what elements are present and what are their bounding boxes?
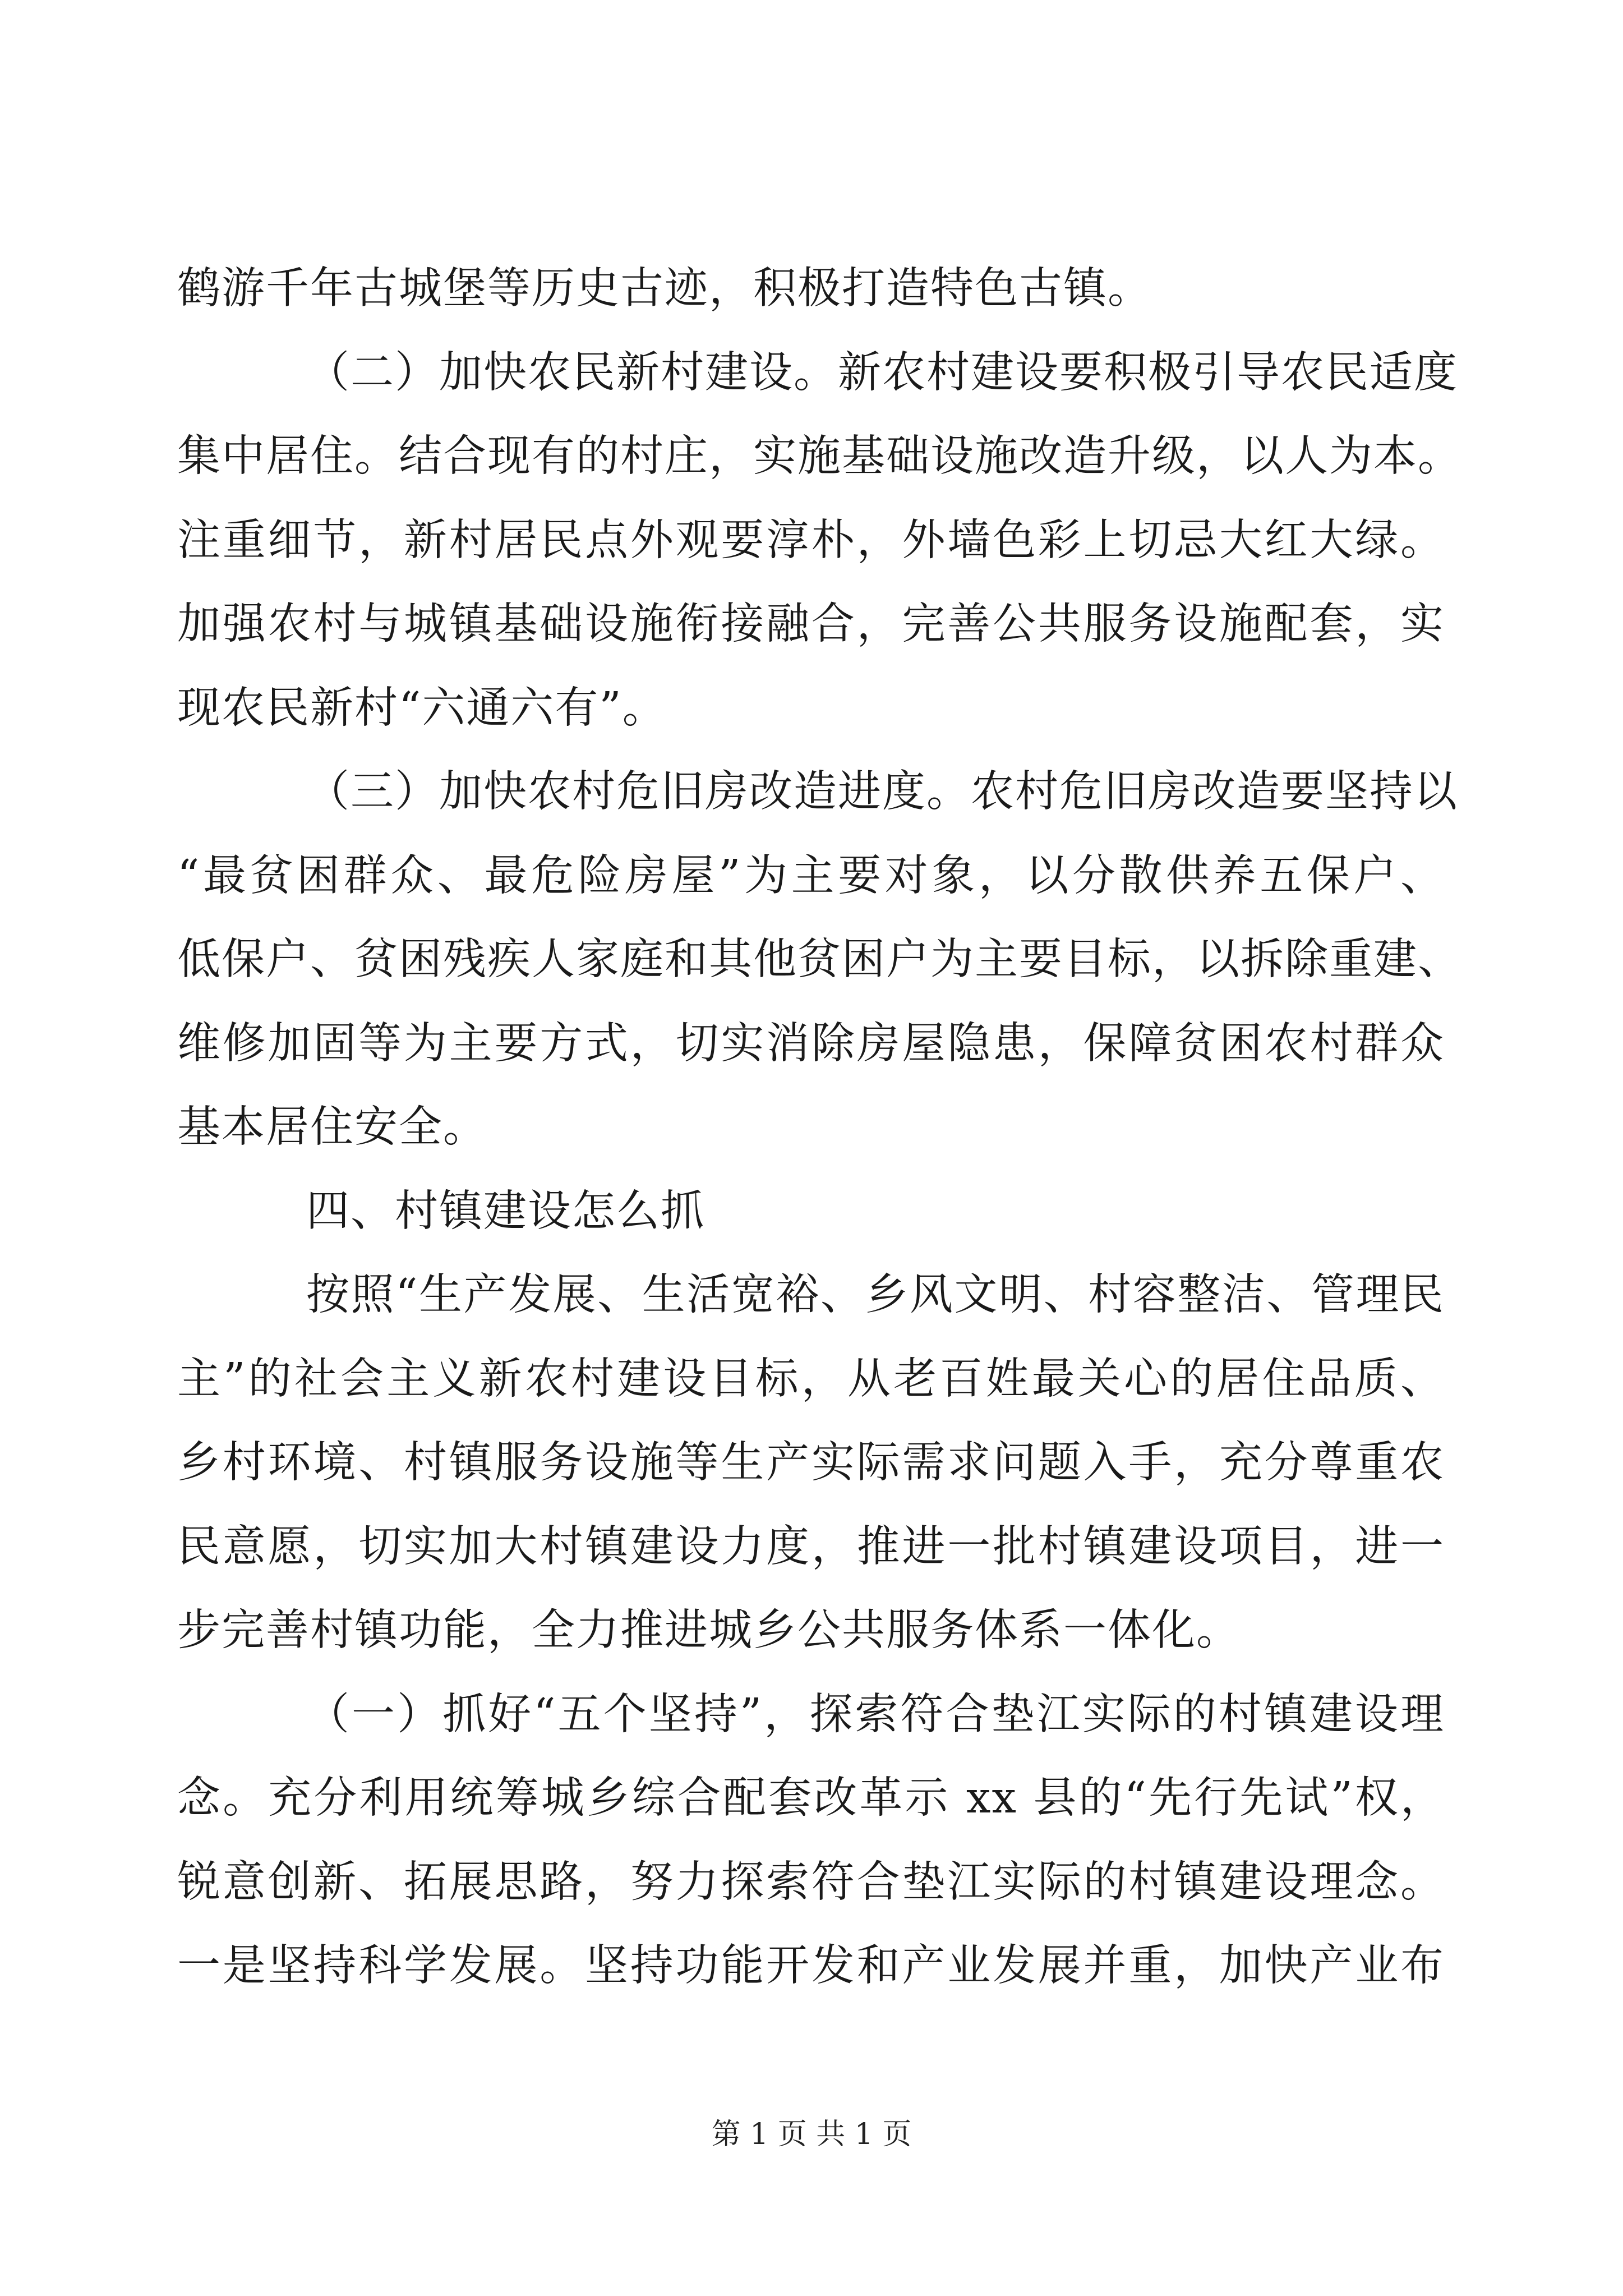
text-line-content: “最贫困群众、最危险房屋”为主要对象，以分散供养五保户、 [177, 850, 1445, 901]
text-line [177, 918, 1462, 1002]
page-number: 第 1 页 共 1 页 [711, 2118, 912, 2151]
section-heading [177, 1170, 1445, 1254]
text-line [177, 582, 1445, 666]
text-line-content: 锐意创新、拓展思路，努力探索符合垫江实际的村镇建设理念。 [177, 1857, 1445, 1907]
text-line-content: 按照“生产发展、生活宽裕、乡风文明、村容整洁、管理民 [306, 1270, 1445, 1320]
text-line-content: （一）抓好“五个坚持”，探索符合垫江实际的村镇建设理 [306, 1689, 1445, 1740]
text-line [177, 1673, 1445, 1757]
text-line-content: 乡村环境、村镇服务设施等生产实际需求问题入手，充分尊重农 [177, 1438, 1445, 1488]
text-line [177, 666, 1445, 751]
text-line [177, 1924, 1445, 2008]
text-line-content: 维修加固等为主要方式，切实消除房屋隐患，保障贫困农村群众 [177, 1018, 1445, 1069]
document-body [177, 247, 1462, 2008]
text-line [177, 1002, 1445, 1086]
page-footer [0, 2115, 1623, 2154]
text-line [177, 415, 1462, 499]
text-line [177, 247, 1445, 331]
text-line [177, 1253, 1445, 1337]
text-line [177, 1505, 1445, 1589]
text-line-content: 集中居住。结合现有的村庄，实施基础设施改造升级，以人为本。 [177, 431, 1462, 481]
text-line [177, 1085, 1445, 1170]
text-line [177, 1756, 1445, 1841]
text-line-content: 低保户、贫困残疾人家庭和其他贫困户为主要目标，以拆除重建、 [177, 935, 1462, 984]
text-line-content: 现农民新村“六通六有”。 [177, 683, 667, 733]
text-line [177, 750, 1458, 834]
text-line-content: （三）加快农村危旧房改造进度。农村危旧房改造要坚持以 [306, 767, 1458, 817]
text-line [177, 499, 1445, 583]
text-line-content: 步完善村镇功能，全力推进城乡公共服务体系一体化。 [177, 1605, 1241, 1655]
text-line-content: 念。充分利用统筹城乡综合配套改革示 xx 县的“先行先试”权， [177, 1773, 1445, 1823]
text-line [177, 1589, 1445, 1673]
section-heading-text: 四、村镇建设怎么抓 [306, 1186, 705, 1236]
text-line [177, 331, 1458, 415]
text-line-content: 鹤游千年古城堡等历史古迹，积极打造特色古镇。 [177, 264, 1152, 314]
text-line-content: 主”的社会主义新农村建设目标，从老百姓最关心的居住品质、 [177, 1354, 1445, 1404]
text-line [177, 1421, 1445, 1505]
text-line-content: 一是坚持科学发展。坚持功能开发和产业发展并重，加快产业布 [177, 1941, 1445, 1991]
text-line-content: 注重细节，新村居民点外观要淳朴，外墙色彩上切忌大红大绿。 [177, 515, 1445, 565]
text-line [177, 1841, 1445, 1925]
text-line [177, 1337, 1445, 1421]
text-line-content: （二）加快农民新村建设。新农村建设要积极引导农民适度 [306, 347, 1458, 398]
text-line-content: 基本居住安全。 [177, 1102, 487, 1152]
text-line-content: 加强农村与城镇基础设施衔接融合，完善公共服务设施配套，实 [177, 599, 1445, 649]
text-line-content: 民意愿，切实加大村镇建设力度，推进一批村镇建设项目，进一 [177, 1521, 1445, 1572]
text-line [177, 834, 1445, 918]
